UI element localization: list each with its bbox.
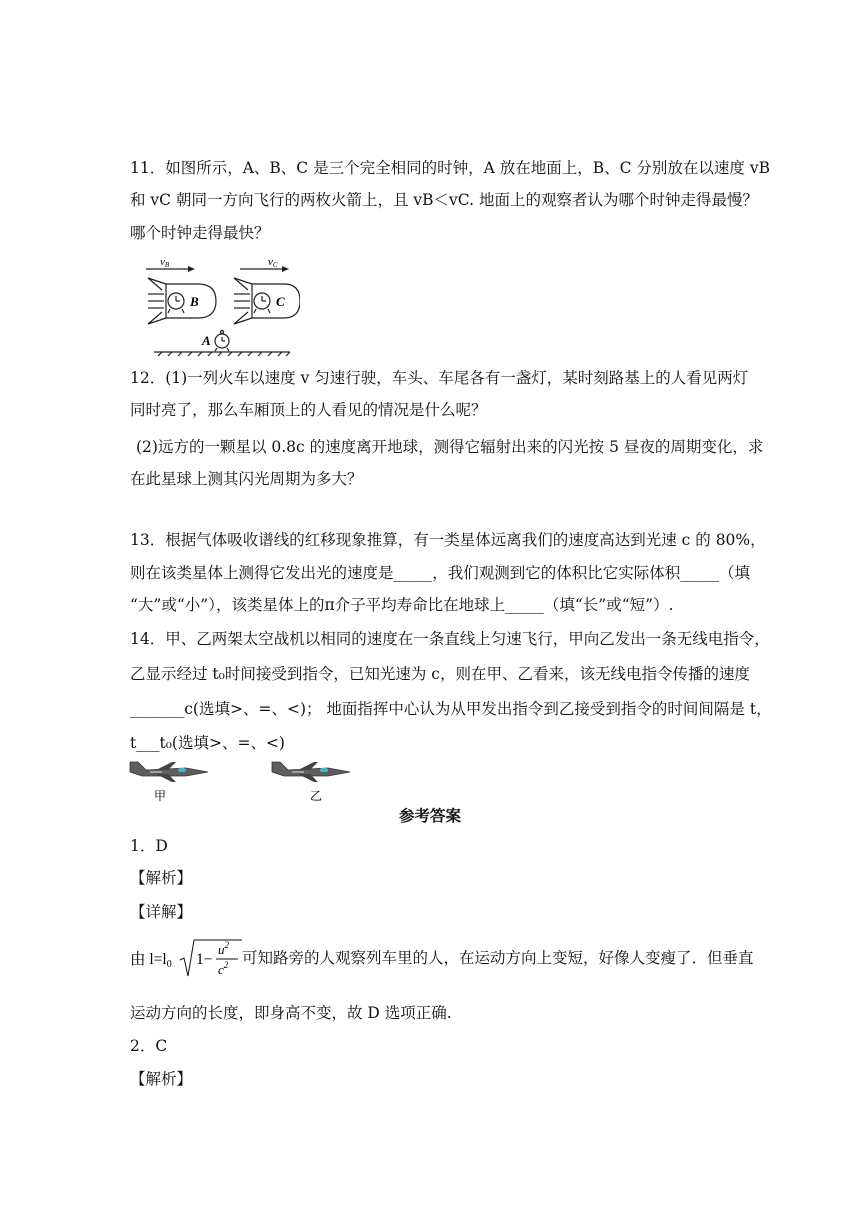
svg-text:1−: 1−: [196, 951, 213, 968]
length-contraction-formula: [130, 936, 242, 980]
analysis-heading-2: 【解析】: [130, 1070, 193, 1088]
q11-line-2: 和 vC 朝同一方向飞行的两枚火箭上，且 vB＜vC. 地面上的观察者认为哪个时钟走得最慢？: [130, 191, 758, 209]
vc-label: vC: [268, 256, 278, 269]
q12-line-3: (2)远方的一颗星以 0.8c 的速度离开地球，测得它辐射出来的闪光按 5 昼夜的周期变化，求: [136, 438, 764, 456]
detail-heading: 【详解】: [130, 903, 193, 921]
clock-b-label: B: [190, 294, 199, 309]
clock-c-label: C: [276, 294, 285, 309]
q11-line-1: 11．如图所示，A、B、C 是三个完全相同的时钟，A 放在地面上，B、C 分别放在以速度 vB: [130, 159, 770, 177]
q14-line-2: 乙显示经过 t₀时间接受到指令，已知光速为 c，则在甲、乙看来，该无线电指令传播的速度: [130, 665, 750, 683]
plane-jia-label: 甲: [154, 789, 167, 803]
q13-line-3: “大”或“小”），该类星体上的π介子平均寿命比在地球上_____（填“长”或“短”）.: [130, 596, 674, 614]
q13-line-2: 则在该类星体上测得它发出光的速度是_____，我们观测到它的体积比它实际体积_____（填: [130, 564, 751, 582]
q14-line-4: t___t₀(选填>、=、<): [130, 734, 285, 752]
formula-line: [130, 936, 754, 978]
fighter-jet-jia: [128, 758, 210, 804]
q11-line-3: 哪个时钟走得最快？: [130, 224, 270, 242]
q14-line-3: _______c(选填>、=、<)； 地面指挥中心认为从甲发出指令到乙接受到指令的时间间隔是 t，: [130, 700, 772, 718]
ground-line: [154, 352, 290, 356]
q14-line-1: 14．甲、乙两架太空战机以相同的速度在一条直线上匀速飞行，甲向乙发出一条无线电指令，: [130, 630, 770, 648]
svg-text:由 l=l0: 由 l=l0: [130, 951, 172, 970]
rocket-clocks-figure: [140, 254, 300, 356]
clock-a-label: A: [202, 333, 211, 348]
answer-1: 1．D: [130, 837, 168, 855]
answer-2: 2．C: [130, 1037, 168, 1055]
q12-line-1: 12．(1)一列火车以速度 v 匀速行驶，车头、车尾各有一盏灯，某时刻路基上的人看见两灯: [130, 369, 749, 387]
clock-a: [215, 331, 229, 352]
rocket-c: [234, 278, 300, 324]
q12-line-2: 同时亮了，那么车厢顶上的人看见的情况是什么呢？: [130, 401, 487, 419]
vb-label: vB: [160, 256, 170, 269]
rocket-b: [148, 278, 216, 324]
q12-line-4: 在此星球上测其闪光周期为多大？: [130, 470, 363, 488]
analysis-heading: 【解析】: [130, 869, 193, 887]
plane-yi-label: 乙: [310, 789, 323, 803]
svg-text:u2: $u^2$: [218, 940, 229, 957]
answer-1-conclusion: 运动方向的长度，即身高不变，故 D 选项正确.: [130, 1004, 452, 1022]
svg-text:c2: $c^2$: [218, 960, 229, 977]
answers-title: 参考答案: [398, 807, 461, 825]
fighter-jet-yi: [270, 758, 352, 804]
q13-line-1: 13．根据气体吸收谱线的红移现象推算，有一类星体远离我们的速度高达到光速 c 的 80%，: [130, 531, 766, 549]
formula-explanation: 可知路旁的人观察列车里的人，在运动方向上变短，好像人变瘦了．但垂直: [242, 949, 754, 967]
